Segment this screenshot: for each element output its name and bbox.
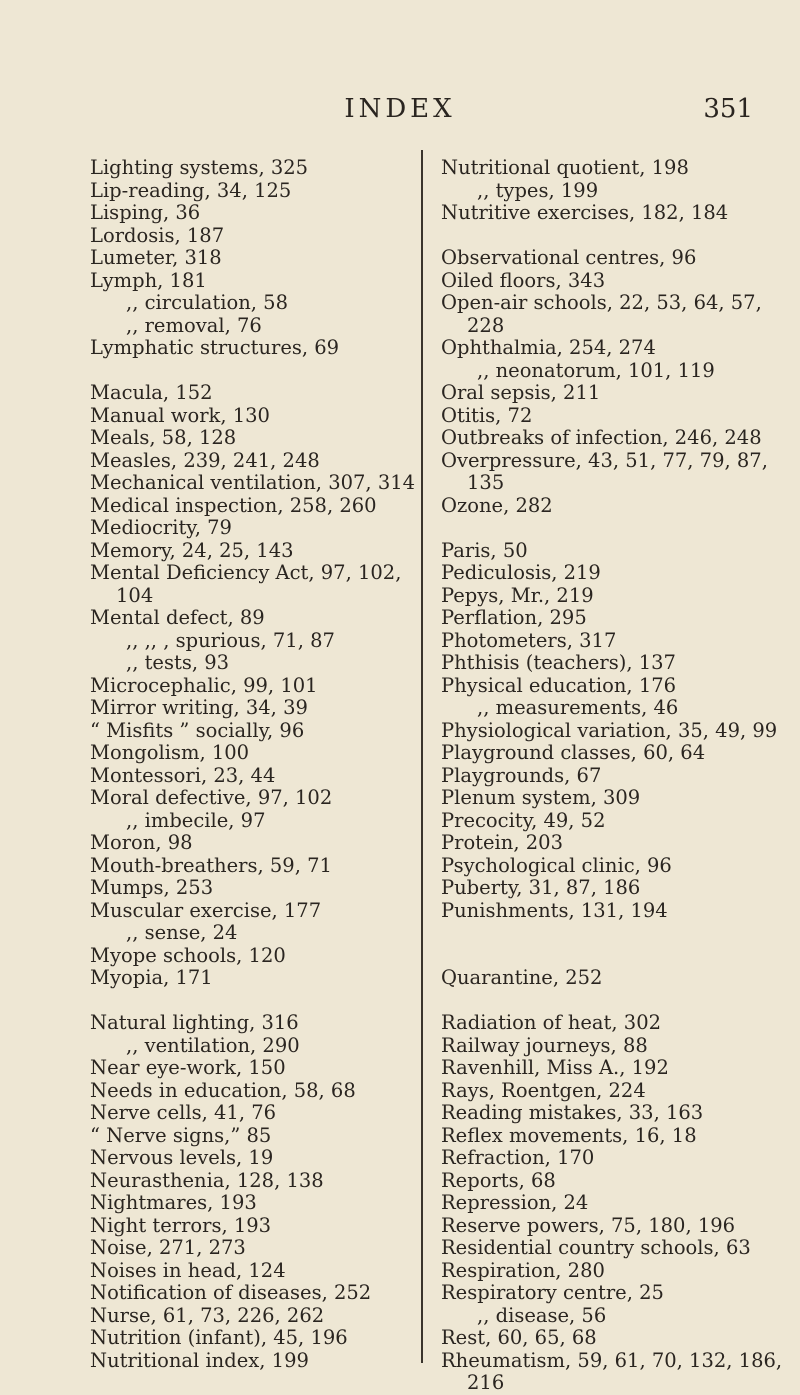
index-entry: ,, measurements, 46 bbox=[477, 696, 679, 719]
index-entry: Mirror writing, 34, 39 bbox=[90, 696, 308, 719]
index-entry: “ Nerve signs,” 85 bbox=[90, 1123, 272, 1147]
index-entry: Perflation, 295 bbox=[441, 606, 587, 629]
index-entry: Open-air schools, 22, 53, 64, 57, bbox=[441, 291, 762, 314]
index-entry: Mediocrity, 79 bbox=[90, 516, 232, 539]
index-entry: Myope schools, 120 bbox=[90, 943, 286, 967]
index-entry: Residential country schools, 63 bbox=[441, 1236, 751, 1259]
index-entry: Phthisis (teachers), 137 bbox=[441, 651, 676, 674]
index-entry: Lymphatic structures, 69 bbox=[90, 336, 340, 359]
index-entry: Refraction, 170 bbox=[441, 1146, 595, 1169]
index-entry: 104 bbox=[116, 583, 154, 607]
index-entry: Pediculosis, 219 bbox=[441, 561, 601, 584]
index-entry: Psychological clinic, 96 bbox=[441, 853, 672, 877]
index-entry: Nutritional quotient, 198 bbox=[441, 156, 689, 179]
index-entry: ,, types, 199 bbox=[477, 178, 599, 202]
index-entry: ,, removal, 76 bbox=[126, 313, 262, 337]
index-entry: Moron, 98 bbox=[90, 831, 193, 854]
section-gap bbox=[441, 225, 771, 248]
page-title: INDEX bbox=[344, 94, 456, 124]
index-entry: Myopia, 171 bbox=[90, 966, 213, 989]
index-entry: Oiled floors, 343 bbox=[441, 268, 606, 292]
index-entry: Rest, 60, 65, 68 bbox=[441, 1326, 597, 1349]
index-entry: ,, neonatorum, 101, 119 bbox=[477, 358, 715, 382]
index-entry: 135 bbox=[467, 471, 505, 494]
index-entry: ,, disease, 56 bbox=[477, 1303, 607, 1327]
section-gap bbox=[441, 945, 771, 968]
index-entry: ,, circulation, 58 bbox=[126, 291, 288, 314]
index-entry: Nutritive exercises, 182, 184 bbox=[441, 201, 729, 224]
index-entry: Moral defective, 97, 102 bbox=[90, 786, 333, 809]
index-entry: Mouth-breathers, 59, 71 bbox=[90, 853, 332, 877]
index-entry: Mental defect, 89 bbox=[90, 606, 265, 629]
section-gap bbox=[90, 360, 410, 383]
index-entry: Nutritional index, 199 bbox=[90, 1348, 309, 1372]
index-entry: Memory, 24, 25, 143 bbox=[90, 538, 294, 562]
index-entry: Playground classes, 60, 64 bbox=[441, 741, 706, 764]
index-entry: 228 bbox=[467, 313, 505, 337]
index-entry: Noises in head, 124 bbox=[90, 1258, 286, 1282]
index-entry: Needs in education, 58, 68 bbox=[90, 1078, 356, 1102]
index-entry: Radiation of heat, 302 bbox=[441, 1011, 662, 1034]
index-entry: Pepys, Mr., 219 bbox=[441, 583, 594, 607]
section-gap bbox=[441, 922, 771, 945]
index-entry: Reading mistakes, 33, 163 bbox=[441, 1101, 704, 1124]
index-entry: Oral sepsis, 211 bbox=[441, 381, 601, 404]
index-entry: Overpressure, 43, 51, 77, 79, 87, bbox=[441, 448, 768, 472]
index-entry: “ Misfits ” socially, 96 bbox=[90, 718, 305, 742]
index-entry: Muscular exercise, 177 bbox=[90, 898, 322, 922]
index-entry: Mumps, 253 bbox=[90, 876, 214, 899]
index-entry: Natural lighting, 316 bbox=[90, 1011, 299, 1034]
index-entry: Lisping, 36 bbox=[90, 201, 201, 224]
index-entry: Punishments, 131, 194 bbox=[441, 898, 668, 922]
index-entry: Notification of diseases, 252 bbox=[90, 1281, 372, 1304]
index-column-right bbox=[441, 156, 783, 1395]
index-entry: Meals, 58, 128 bbox=[90, 426, 237, 449]
index-entry: Physical education, 176 bbox=[441, 673, 677, 697]
index-entry: Reserve powers, 75, 180, 196 bbox=[441, 1213, 736, 1237]
index-entry: Mongolism, 100 bbox=[90, 741, 250, 764]
index-entry: Neurasthenia, 128, 138 bbox=[90, 1168, 324, 1192]
index-entry: Playgrounds, 67 bbox=[441, 763, 602, 787]
index-entry: Nightmares, 193 bbox=[90, 1191, 257, 1214]
index-entry: Lip-reading, 34, 125 bbox=[90, 178, 292, 202]
index-entry: Quarantine, 252 bbox=[441, 966, 603, 989]
index-entry: Paris, 50 bbox=[441, 538, 528, 562]
index-entry: Photometers, 317 bbox=[441, 628, 617, 652]
index-entry: Nurse, 61, 73, 226, 262 bbox=[90, 1303, 325, 1327]
index-entry: Railway journeys, 88 bbox=[441, 1033, 648, 1057]
index-entry: Protein, 203 bbox=[441, 831, 563, 854]
index-entry: Ozone, 282 bbox=[441, 493, 553, 517]
index-entry: Repression, 24 bbox=[441, 1191, 589, 1214]
index-entry: Puberty, 31, 87, 186 bbox=[441, 876, 641, 899]
index-entry: Rheumatism, 59, 61, 70, 132, 186, bbox=[441, 1348, 783, 1372]
index-entry: 216 bbox=[467, 1371, 505, 1394]
index-entry: Mechanical ventilation, 307, 314 bbox=[90, 471, 416, 494]
index-entry: Respiration, 280 bbox=[441, 1258, 605, 1282]
column-divider bbox=[421, 150, 423, 1363]
index-entry: ,, tests, 93 bbox=[126, 651, 230, 674]
index-entry: Reflex movements, 16, 18 bbox=[441, 1123, 697, 1147]
index-entry: Ophthalmia, 254, 274 bbox=[441, 336, 656, 359]
index-entry: Lordosis, 187 bbox=[90, 223, 225, 247]
index-entry: Lighting systems, 325 bbox=[90, 156, 309, 179]
index-entry: Near eye-work, 150 bbox=[90, 1056, 286, 1079]
index-entry: Microcephalic, 99, 101 bbox=[90, 673, 318, 697]
index-column-left bbox=[90, 156, 416, 1372]
index-entry: Nutrition (infant), 45, 196 bbox=[90, 1326, 348, 1349]
index-entry: Manual work, 130 bbox=[90, 403, 270, 427]
index-entry: Rays, Roentgen, 224 bbox=[441, 1078, 646, 1102]
index-entry: Ravenhill, Miss A., 192 bbox=[441, 1056, 669, 1079]
index-entry: Plenum system, 309 bbox=[441, 786, 641, 809]
index-entry: Medical inspection, 258, 260 bbox=[90, 493, 377, 517]
index-entry: Nerve cells, 41, 76 bbox=[90, 1101, 277, 1124]
index-entry: Macula, 152 bbox=[90, 381, 213, 404]
section-gap bbox=[441, 517, 771, 540]
index-entry: Respiratory centre, 25 bbox=[441, 1281, 664, 1304]
index-entry: Noise, 271, 273 bbox=[90, 1236, 246, 1259]
index-entry: Lumeter, 318 bbox=[90, 246, 222, 269]
section-gap bbox=[441, 990, 771, 1013]
index-entry: Precocity, 49, 52 bbox=[441, 808, 606, 832]
index-entry: ,, ,, , spurious, 71, 87 bbox=[126, 628, 335, 652]
index-entry: ,, ventilation, 290 bbox=[126, 1033, 300, 1057]
index-entry: Lymph, 181 bbox=[90, 268, 207, 292]
page-header bbox=[0, 94, 800, 134]
index-entry: Reports, 68 bbox=[441, 1168, 556, 1192]
section-gap bbox=[90, 990, 410, 1013]
index-entry: Observational centres, 96 bbox=[441, 246, 697, 269]
index-entry: ,, sense, 24 bbox=[126, 921, 238, 944]
index-entry: Measles, 239, 241, 248 bbox=[90, 448, 320, 472]
index-entry: Nervous levels, 19 bbox=[90, 1146, 274, 1169]
index-entry: Montessori, 23, 44 bbox=[90, 763, 276, 787]
index-entry: Outbreaks of infection, 246, 248 bbox=[441, 426, 762, 449]
index-entry: Mental Deficiency Act, 97, 102, bbox=[90, 561, 402, 584]
index-entry: Night terrors, 193 bbox=[90, 1213, 272, 1237]
page-number: 351 bbox=[703, 94, 753, 124]
index-entry: Otitis, 72 bbox=[441, 403, 533, 427]
index-entry: Physiological variation, 35, 49, 99 bbox=[441, 718, 778, 742]
index-entry: ,, imbecile, 97 bbox=[126, 808, 266, 832]
